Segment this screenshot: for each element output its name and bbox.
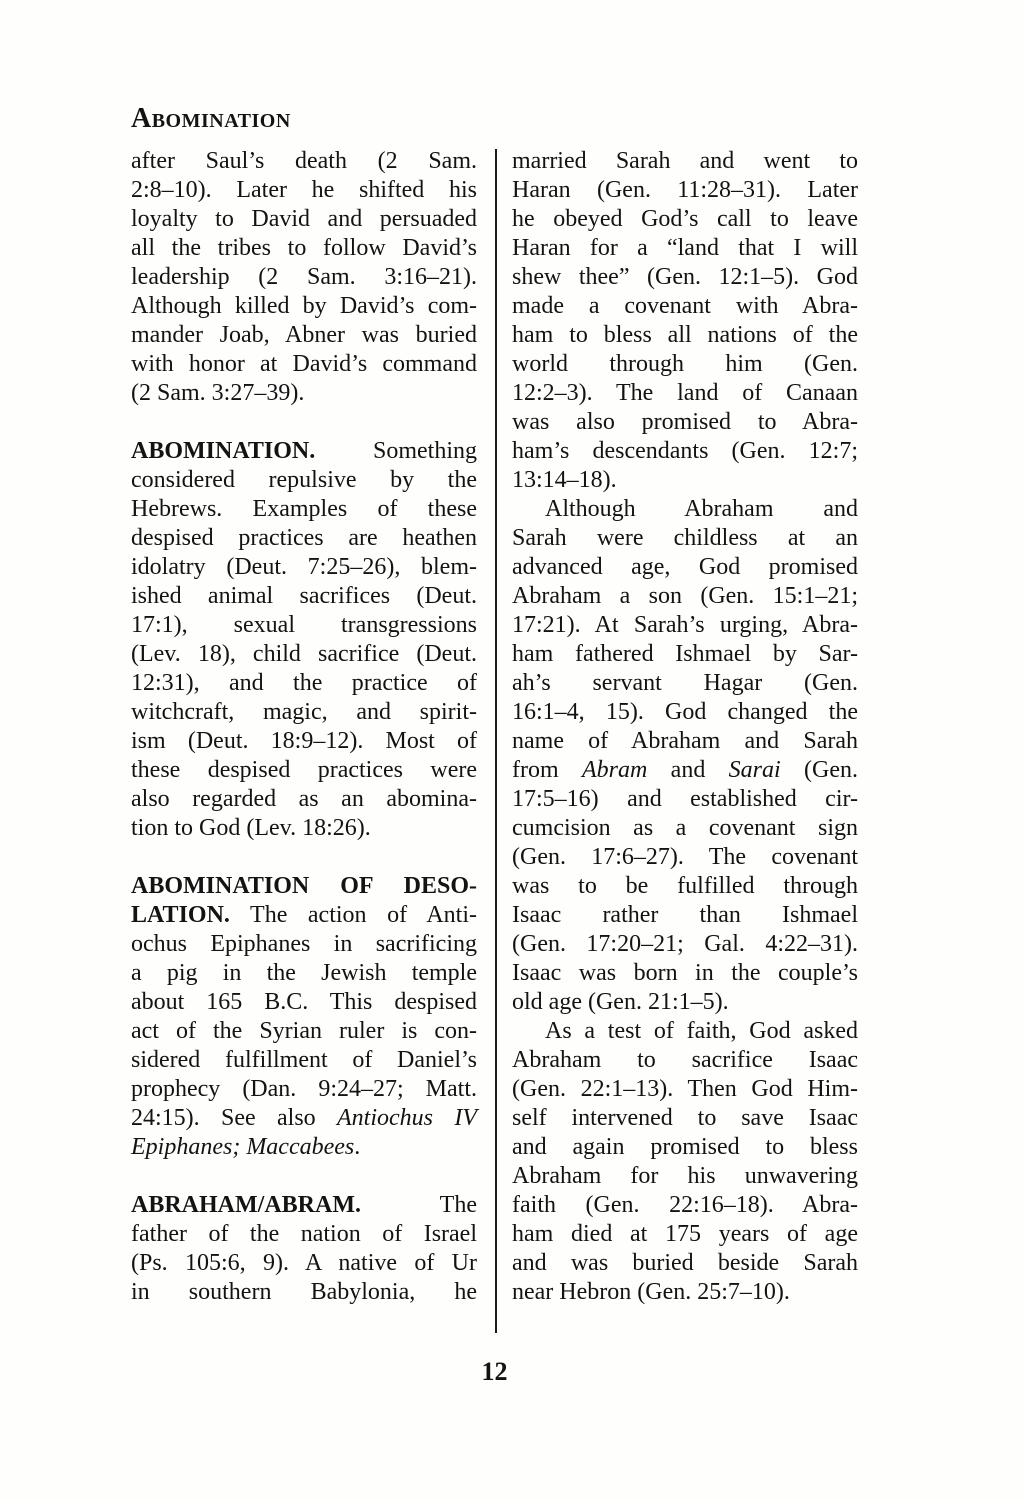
text-line: (Gen. 22:1–13). Then God Him- [512,1076,858,1102]
text-line: ism (Deut. 18:9–12). Most of [131,728,477,754]
text-line: Abraham for his unwavering [512,1163,858,1189]
text-line: 13:14–18). [512,467,617,493]
text-line: ah’s servant Hagar (Gen. [512,670,858,696]
text-line: advanced age, God promised [512,554,858,580]
text-line: self intervened to save Isaac [512,1105,858,1131]
text-line: faith (Gen. 22:16–18). Abra- [512,1192,858,1218]
text-line: despised practices are heathen [131,525,477,551]
text-line: all the tribes to follow David’s [131,235,477,261]
abraham-paragraph-3 [512,1017,858,1307]
text-line: ABRAHAM/ABRAM. The [131,1192,477,1218]
text-line: act of the Syrian ruler is con- [131,1018,477,1044]
left-column [131,147,477,1307]
text-line: 12:31), and the practice of [131,670,477,696]
right-column [512,147,858,1307]
text-line: (Lev. 18), child sacrifice (Deut. [131,641,477,667]
text-line: (Gen. 17:20–21; Gal. 4:22–31). [512,931,858,957]
column-divider [495,149,497,1333]
text-line: LATION. The action of Anti- [131,902,477,928]
abraham-continuation [512,147,858,495]
text-line: considered repulsive by the [131,467,477,493]
page-number: 12 [481,1357,508,1386]
text-line: world through him (Gen. [512,351,858,377]
text-line: married Sarah and went to [512,148,858,174]
text-line: Abraham to sacrifice Isaac [512,1047,858,1073]
text-line: Sarah were childless at an [512,525,858,551]
text-line: was also promised to Abra- [512,409,858,435]
text-line: name of Abraham and Sarah [512,728,858,754]
text-line: ished animal sacrifices (Deut. [131,583,477,609]
text-line: (Ps. 105:6, 9). A native of Ur [131,1250,477,1276]
text-line: cumcision as a covenant sign [512,815,858,841]
text-line: these despised practices were [131,757,477,783]
text-line: with honor at David’s command [131,351,477,377]
text-line: idolatry (Deut. 7:25–26), blem- [131,554,477,580]
running-header: Abomination [131,103,291,134]
text-line: from Abram and Sarai (Gen. [512,757,858,783]
abraham-paragraph-2 [512,495,858,1017]
text-line: ham to bless all nations of the [512,322,858,348]
text-line: 17:5–16) and established cir- [512,786,858,812]
text-line: 24:15). See also Antiochus IV [131,1105,477,1131]
text-line: tion to God (Lev. 18:26). [131,815,371,841]
text-line: near Hebron (Gen. 25:7–10). [512,1279,790,1305]
text-line: (2 Sam. 3:27–39). [131,380,305,406]
entry-abraham-abram [131,1191,477,1307]
text-line: ham died at 175 years of age [512,1221,858,1247]
text-line: sidered fulfillment of Daniel’s [131,1047,477,1073]
text-line: shew thee” (Gen. 12:1–5). God [512,264,858,290]
text-line: loyalty to David and persuaded [131,206,477,232]
text-line: Isaac was born in the couple’s [512,960,858,986]
text-line: leadership (2 Sam. 3:16–21). [131,264,477,290]
text-line: 17:21). At Sarah’s urging, Abra- [512,612,858,638]
text-line: prophecy (Dan. 9:24–27; Matt. [131,1076,477,1102]
text-line: 12:2–3). The land of Canaan [512,380,858,406]
text-line: Isaac rather than Ishmael [512,902,858,928]
text-line: old age (Gen. 21:1–5). [512,989,729,1015]
text-line: Although Abraham and [545,496,858,522]
text-line: ABOMINATION OF DESO- [131,873,477,899]
text-line: after Saul’s death (2 Sam. [131,148,477,174]
text-line: ham fathered Ishmael by Sar- [512,641,858,667]
text-line: was to be fulfilled through [512,873,858,899]
text-line: in southern Babylonia, he [131,1279,477,1305]
text-line: As a test of faith, God asked [545,1018,858,1044]
text-line: a pig in the Jewish temple [131,960,477,986]
text-line: made a covenant with Abra- [512,293,858,319]
text-line: Abraham a son (Gen. 15:1–21; [512,583,858,609]
text-line: Epiphanes; Maccabees. [131,1134,361,1160]
text-line: mander Joab, Abner was buried [131,322,477,348]
text-line: and was buried beside Sarah [512,1250,858,1276]
text-line: father of the nation of Israel [131,1221,477,1247]
text-line: witchcraft, magic, and spirit- [131,699,477,725]
entry-abner-continuation [131,147,477,408]
text-line: Although killed by David’s com- [131,293,477,319]
text-line: Haran for a “land that I will [512,235,858,261]
text-line: also regarded as an abomina- [131,786,477,812]
text-line: about 165 B.C. This despised [131,989,477,1015]
text-line: ochus Epiphanes in sacrificing [131,931,477,957]
text-line: and again promised to bless [512,1134,858,1160]
text-line: ham’s descendants (Gen. 12:7; [512,438,858,464]
text-line: (Gen. 17:6–27). The covenant [512,844,858,870]
text-line: 17:1), sexual transgressions [131,612,477,638]
text-line: he obeyed God’s call to leave [512,206,858,232]
text-line: 16:1–4, 15). God changed the [512,699,858,725]
text-line: Haran (Gen. 11:28–31). Later [512,177,858,203]
text-line: Hebrews. Examples of these [131,496,477,522]
entry-abomination-of-desolation [131,872,477,1162]
text-line: 2:8–10). Later he shifted his [131,177,477,203]
text-line: ABOMINATION. Something [131,438,477,464]
entry-abomination [131,437,477,843]
